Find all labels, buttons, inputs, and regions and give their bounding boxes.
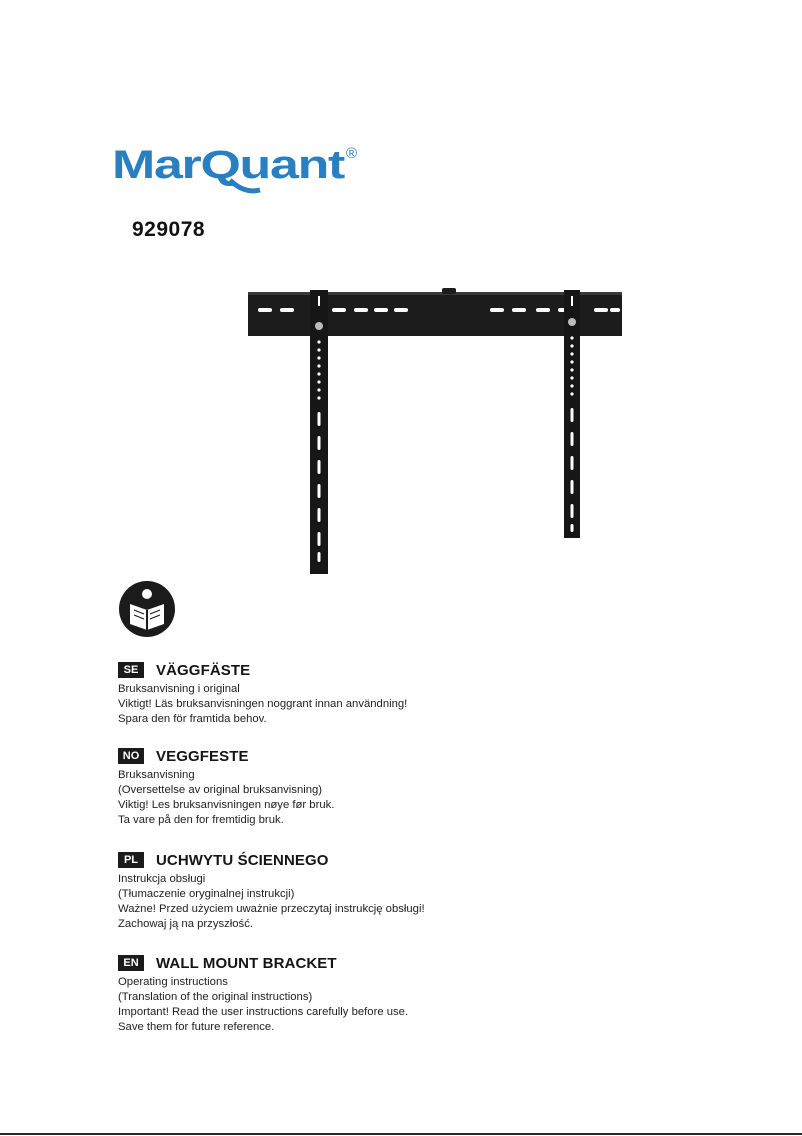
read-manual-icon xyxy=(118,580,176,638)
section-se xyxy=(118,660,407,727)
section-line: Viktigt! Läs bruksanvisningen noggrant innan användning! xyxy=(118,698,408,710)
section-title: WALL MOUNT BRACKET xyxy=(156,954,337,972)
section-header xyxy=(118,660,407,680)
language-badge: SE xyxy=(118,662,144,678)
section-line: Important! Read the user instructions carefully before use. xyxy=(118,1006,409,1018)
section-line: Ważne! Przed użyciem uważnie przeczytaj instrukcję obsługi! xyxy=(118,903,425,915)
registered-mark: ® xyxy=(346,145,358,162)
marquant-logo xyxy=(112,140,372,196)
section-line: Ta vare på den for fremtidig bruk. xyxy=(118,814,284,826)
bottom-rule xyxy=(0,1133,802,1135)
section-line: Spara den för framtida behov. xyxy=(118,713,267,725)
section-header xyxy=(118,746,334,766)
section-line: Operating instructions xyxy=(118,976,228,988)
language-badge: PL xyxy=(118,852,144,868)
section-pl xyxy=(118,850,425,932)
language-badge: EN xyxy=(118,955,144,971)
section-line: (Tłumaczenie oryginalnej instrukcji) xyxy=(118,888,295,900)
model-number: 929078 xyxy=(132,218,206,241)
section-line: Bruksanvisning i original xyxy=(118,683,240,695)
section-line: Save them for future reference. xyxy=(118,1021,275,1033)
section-no xyxy=(118,746,334,828)
section-line: (Oversettelse av original bruksanvisning) xyxy=(118,784,323,796)
wall-mount-bracket-image xyxy=(246,286,626,576)
section-title: VEGGFESTE xyxy=(156,747,249,765)
section-line: (Translation of the original instructions) xyxy=(118,991,313,1003)
section-header xyxy=(118,850,425,870)
language-badge: NO xyxy=(118,748,144,764)
section-line: Bruksanvisning xyxy=(118,769,195,781)
section-line: Zachowaj ją na przyszłość. xyxy=(118,918,253,930)
section-line: Viktig! Les bruksanvisningen nøye før bruk. xyxy=(118,799,335,811)
section-en xyxy=(118,953,408,1035)
section-header xyxy=(118,953,408,973)
section-line: Instrukcja obsługi xyxy=(118,873,206,885)
section-title: UCHWYTU ŚCIENNEGO xyxy=(156,851,329,869)
brand-name: MarQuant xyxy=(112,143,345,187)
section-title: VÄGGFÄSTE xyxy=(156,661,251,679)
